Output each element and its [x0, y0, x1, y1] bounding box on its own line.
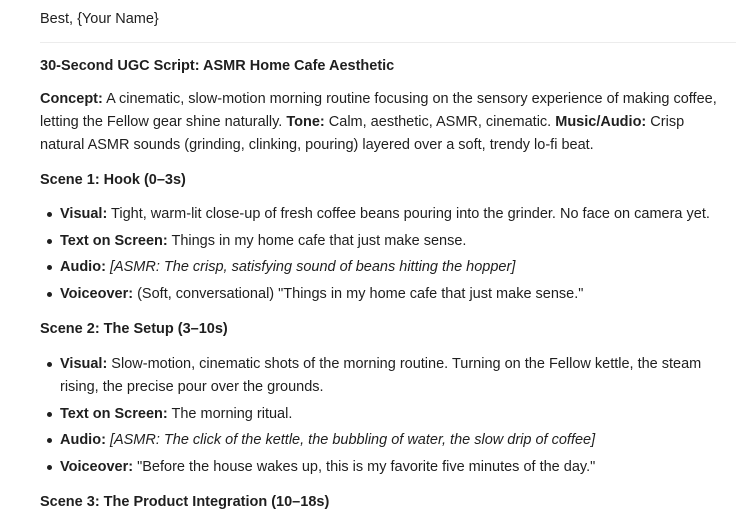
concept-label: Concept: [40, 91, 103, 107]
concept-paragraph [40, 88, 730, 157]
scene-3-heading: Scene 3: The Product Integration (10–18s) [40, 494, 330, 510]
music-label: Music/Audio: [555, 114, 647, 130]
music-text: Crisp natural ASMR sounds (grinding, clinking, pouring) layered over a soft, trendy lo-fi beat. [40, 114, 685, 153]
scene-2-list [40, 353, 730, 479]
list-item [40, 456, 730, 479]
tone-label: Tone: [286, 114, 325, 130]
text-on-screen-text: The morning ritual. [167, 405, 293, 422]
text-on-screen-text: Things in my home cafe that just make sense. [167, 232, 467, 249]
text-on-screen-label: Text on Screen: [60, 405, 168, 422]
list-item [40, 403, 730, 426]
voiceover-label: Voiceover: [60, 458, 134, 475]
visual-text: Slow-motion, cinematic shots of the morning routine. Turning on the Fellow kettle, the steam rising, the precise pour over the grounds. [60, 356, 702, 395]
voiceover-text: (Soft, conversational) "Things in my home cafe that just make sense." [133, 285, 584, 302]
list-item [40, 429, 730, 452]
audio-text: [ASMR: The crisp, satisfying sound of beans hitting the hopper] [109, 259, 516, 275]
text-on-screen-label: Text on Screen: [60, 232, 168, 249]
audio-label: Audio: [60, 432, 106, 448]
list-item [40, 230, 730, 253]
script-title: 30-Second UGC Script: ASMR Home Cafe Aesthetic [40, 58, 395, 74]
signoff: Best, {Your Name} [40, 11, 159, 27]
section-divider [40, 42, 736, 43]
voiceover-text: "Before the house wakes up, this is my favorite five minutes of the day." [133, 458, 596, 475]
audio-label: Audio: [60, 259, 106, 275]
list-item [40, 203, 730, 226]
audio-text: [ASMR: The click of the kettle, the bubbling of water, the slow drip of coffee] [109, 432, 596, 448]
tone-text: Calm, aesthetic, ASMR, cinematic. [324, 114, 556, 130]
concept-text: A cinematic, slow-motion morning routine focusing on the sensory experience of making coffee, letting the Fellow gear shine naturally. [40, 91, 717, 130]
visual-text: Tight, warm-lit close-up of fresh coffee beans pouring into the grinder. No face on camera yet. [107, 206, 710, 222]
list-item [40, 256, 730, 279]
scene-1-list [40, 203, 730, 306]
list-item [40, 353, 730, 399]
visual-label: Visual: [60, 356, 108, 372]
list-item [40, 283, 730, 306]
visual-label: Visual: [60, 206, 108, 222]
scene-1-heading: Scene 1: Hook (0–3s) [40, 172, 186, 188]
scene-2-heading: Scene 2: The Setup (3–10s) [40, 321, 228, 337]
voiceover-label: Voiceover: [60, 285, 134, 302]
